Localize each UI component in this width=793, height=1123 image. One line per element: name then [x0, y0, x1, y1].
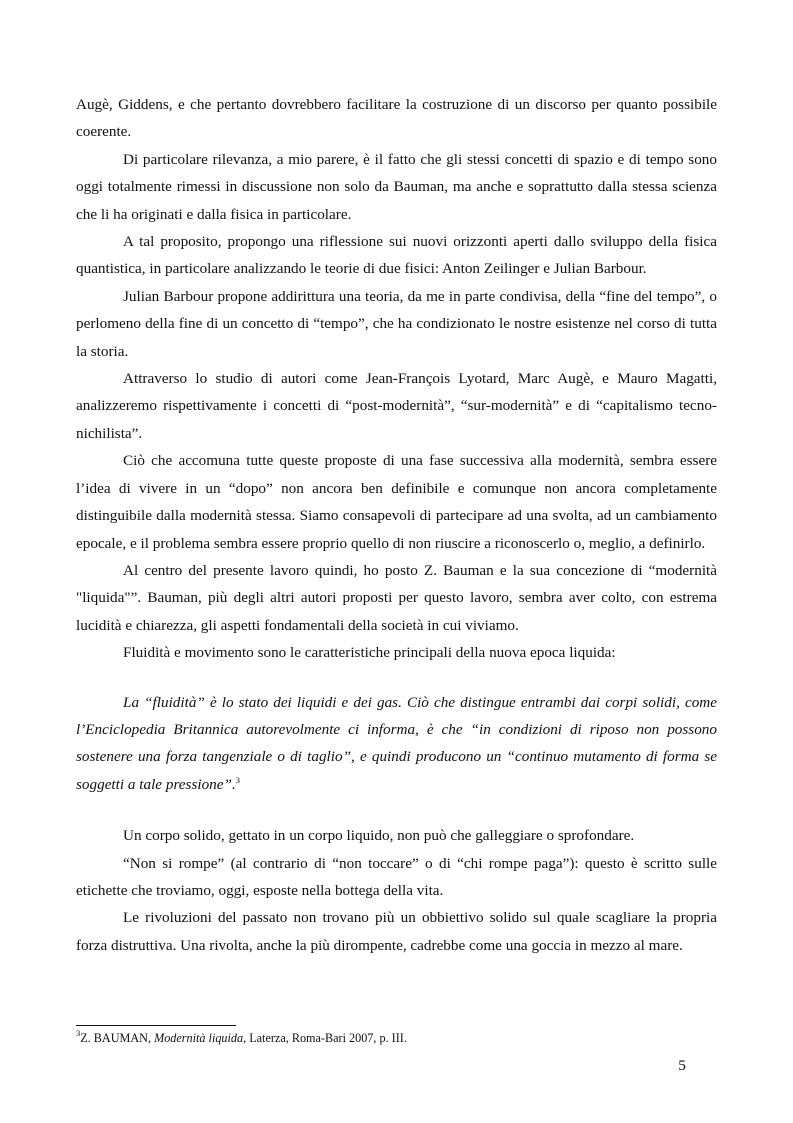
- page-number: 5: [678, 1057, 686, 1074]
- paragraph-solid-body: Un corpo solido, gettato in un corpo liquido, non può che galleggiare o sprofondare.: [123, 827, 635, 845]
- paragraph-non-si-rompe: “Non si rompe” (al contrario di “non toccare” o di “chi rompe paga”): questo è scritto sulle etichette che troviamo, oggi, esposte nella bottega della vita.: [76, 854, 717, 899]
- paragraph-space-time: Di particolare rilevanza, a mio parere, è il fatto che gli stessi concetti di spazio e di tempo sono oggi totalmente rimessi in discussione non solo da Bauman, ma anche e soprattutto dalla stessa scienza che li ha originati e dalla fisica in particolare.: [76, 150, 717, 223]
- footnote-number: 3: [76, 1028, 81, 1038]
- paragraph-intro: Augè, Giddens, e che pertanto dovrebbero facilitare la costruzione di un discorso per quanto possibile coerente.: [76, 96, 717, 141]
- footnote-author: Z. BAUMAN,: [80, 1031, 155, 1045]
- footnote-divider: [76, 1025, 236, 1026]
- page-body: [76, 91, 717, 959]
- quote-text: La “fluidità” è lo stato dei liquidi e dei gas. Ciò che distingue entrambi dai corpi solidi, come l’Enciclopedia Britannica autorevolmente ci informa, è che “in condizioni di riposo non possono sostenere una forza tangenziale o di taglio”, e quindi producono un “continuo mutamento di forma se soggetti a tale pressione”.: [76, 693, 717, 793]
- paragraph-authors: Attraverso lo studio di autori come Jean-François Lyotard, Marc Augè, e Mauro Magatti, analizzeremo rispettivamente i concetti di “post-modernità”, “sur-modernità” e di “capitalismo tecno-nichilista”.: [76, 370, 717, 442]
- paragraph-bauman: Al centro del presente lavoro quindi, ho posto Z. Bauman e la sua concezione di “modernità "liquida"”. Bauman, più degli altri autori proposti per questo lavoro, sembra aver colto, con estrema lucidità e chiarezza, gli aspetti fondamentali della società in cui viviamo.: [76, 561, 717, 634]
- block-quote: [76, 689, 717, 799]
- paragraph-barbour: Julian Barbour propone addirittura una teoria, da me in parte condivisa, della “fine del tempo”, o perlomeno della fine di un concetto di “tempo”, che ha condizionato le nostre esistenze nel corso di tutta la storia.: [76, 287, 717, 360]
- paragraph-after-modernity: Ciò che accomuna tutte queste proposte di una fase successiva alla modernità, sembra essere l’idea di vivere in un “dopo” non ancora ben definibile e comunque non ancora completamente distinguibile dalla modernità stessa. Siamo consapevoli di partecipare ad una svolta, ad un cambiamento epocale, e il problema sembra essere proprio quello di non riuscire a riconoscerlo o, meglio, a definirlo.: [76, 452, 717, 552]
- paragraph-quantum-physics: A tal proposito, propongo una riflessione sui nuovi orizzonti aperti dallo sviluppo della fisica quantistica, in particolare analizzando le teorie di due fisici: Anton Zeilinger e Julian Barbour.: [76, 233, 717, 278]
- footnote-title: Modernità liquida: [154, 1031, 244, 1045]
- footnote-reference[interactable]: 3: [235, 774, 240, 785]
- paragraph-fluidity-intro: Fluidità e movimento sono le caratteristiche principali della nuova epoca liquida:: [123, 644, 616, 662]
- footnote: [76, 1030, 407, 1046]
- footnote-details: , Laterza, Roma-Bari 2007, p. III.: [243, 1031, 407, 1045]
- paragraph-revolutions: Le rivoluzioni del passato non trovano più un obbiettivo solido sul quale scagliare la propria forza distruttiva. Una rivolta, anche la più dirompente, cadrebbe come una goccia in mezzo al mare.: [76, 909, 717, 954]
